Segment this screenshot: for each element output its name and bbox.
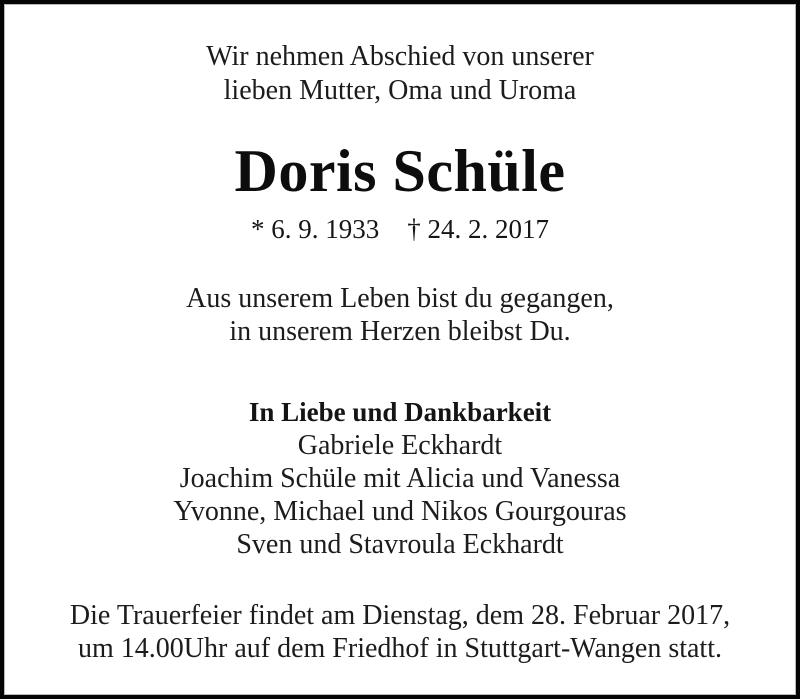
- funeral-details: [4, 599, 796, 665]
- mourners-list: [4, 429, 796, 561]
- mourner-name: Gabriele Eckhardt: [297, 430, 503, 461]
- verse-line-2: in unserem Herzen bleibst Du.: [229, 316, 571, 347]
- mourner-name: Joachim Schüle mit Alicia und Vanessa: [179, 463, 621, 494]
- intro-text: [4, 40, 796, 108]
- intro-line-1: Wir nehmen Abschied von unserer: [206, 41, 594, 72]
- birth-date: * 6. 9. 1933: [251, 214, 380, 244]
- memorial-verse: [4, 282, 796, 348]
- life-dates: [4, 214, 796, 244]
- verse-line-1: Aus unserem Leben bist du gegangen,: [186, 283, 614, 314]
- death-date: † 24. 2. 2017: [407, 214, 549, 244]
- funeral-line-2: um 14.00Uhr auf dem Friedhof in Stuttgart-Wangen statt.: [78, 633, 722, 664]
- mourner-name: Yvonne, Michael und Nikos Gourgouras: [173, 496, 627, 527]
- closing-phrase: In Liebe und Dankbarkeit: [248, 397, 552, 427]
- deceased-name: Doris Schüle: [234, 138, 566, 204]
- funeral-line-1: Die Trauerfeier findet am Dienstag, dem 28. Februar 2017,: [69, 600, 731, 631]
- intro-line-2: lieben Mutter, Oma und Uroma: [223, 75, 577, 106]
- mourner-name: Sven und Stavroula Eckhardt: [236, 529, 564, 560]
